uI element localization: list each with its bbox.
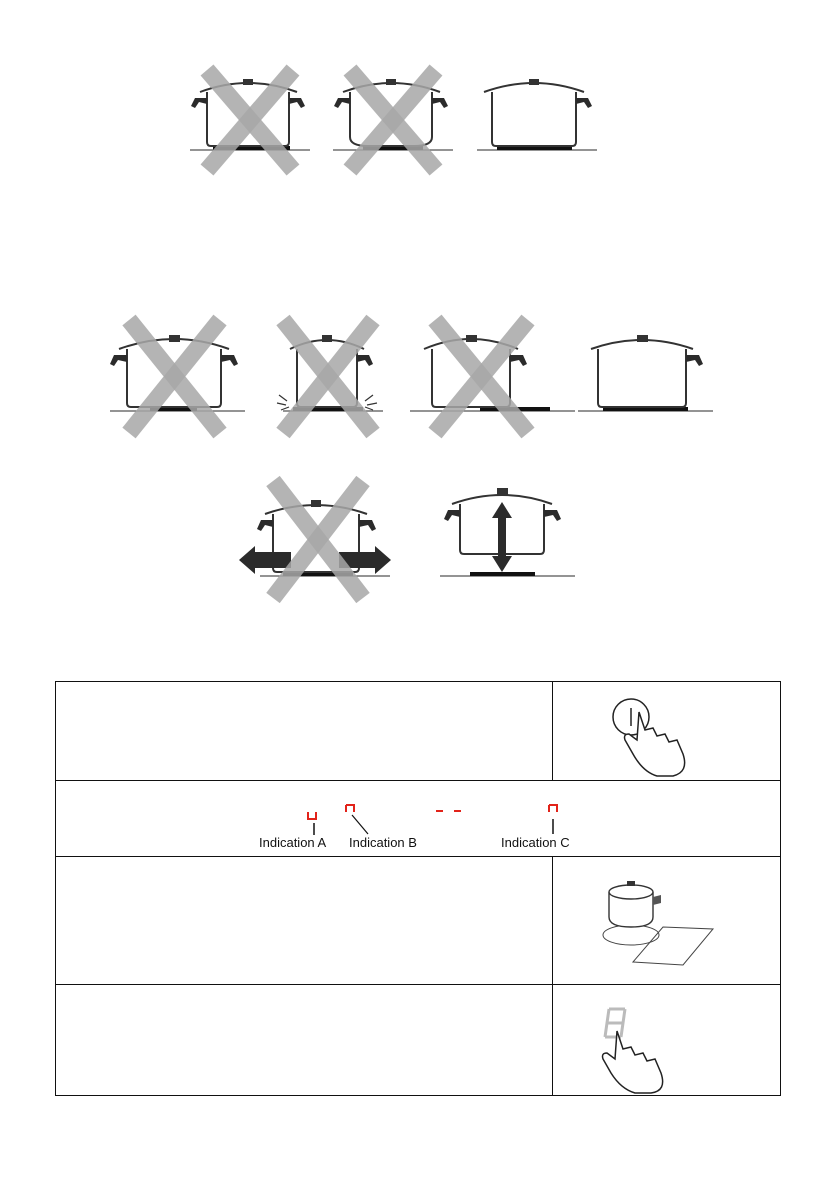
pot-lift-correct <box>440 488 575 576</box>
table-row <box>56 985 781 1096</box>
step-text-cell <box>56 857 553 985</box>
step-icon-cell <box>553 857 781 985</box>
pot-sliding-crossed <box>239 481 391 598</box>
pot-figure-row-1 <box>185 62 605 177</box>
indication-a-label: Indication A <box>259 835 327 850</box>
indication-c-label: Indication C <box>501 835 570 850</box>
table-row <box>56 781 781 857</box>
table-row <box>56 857 781 985</box>
display-u-glyph <box>308 812 316 819</box>
display-n-glyph <box>549 805 557 812</box>
instruction-table <box>55 681 781 1096</box>
display-n-glyph <box>346 805 354 812</box>
digit-display-hand-icon <box>553 985 781 1095</box>
pot-on-hob-icon <box>553 857 781 984</box>
step-text-cell <box>56 682 553 781</box>
pot-wide-crossed <box>190 70 310 170</box>
pot-figure-row-3 <box>235 478 580 603</box>
pot-figure-row-2 <box>105 315 720 440</box>
pot-correct <box>578 335 713 411</box>
step-icon-cell <box>553 985 781 1096</box>
pot-correct <box>477 79 597 150</box>
pot-convex-crossed <box>333 70 453 170</box>
indication-cell <box>56 781 781 857</box>
indication-b-label: Indication B <box>349 835 417 850</box>
pot-offset-crossed <box>410 320 575 433</box>
indication-diagram <box>56 781 781 856</box>
power-button-hand-icon <box>553 682 781 780</box>
step-text-cell <box>56 985 553 1096</box>
pot-small-base-crossed <box>110 320 245 433</box>
table-row <box>56 682 781 781</box>
pot-sparking-crossed <box>277 320 383 433</box>
step-icon-cell <box>553 682 781 781</box>
